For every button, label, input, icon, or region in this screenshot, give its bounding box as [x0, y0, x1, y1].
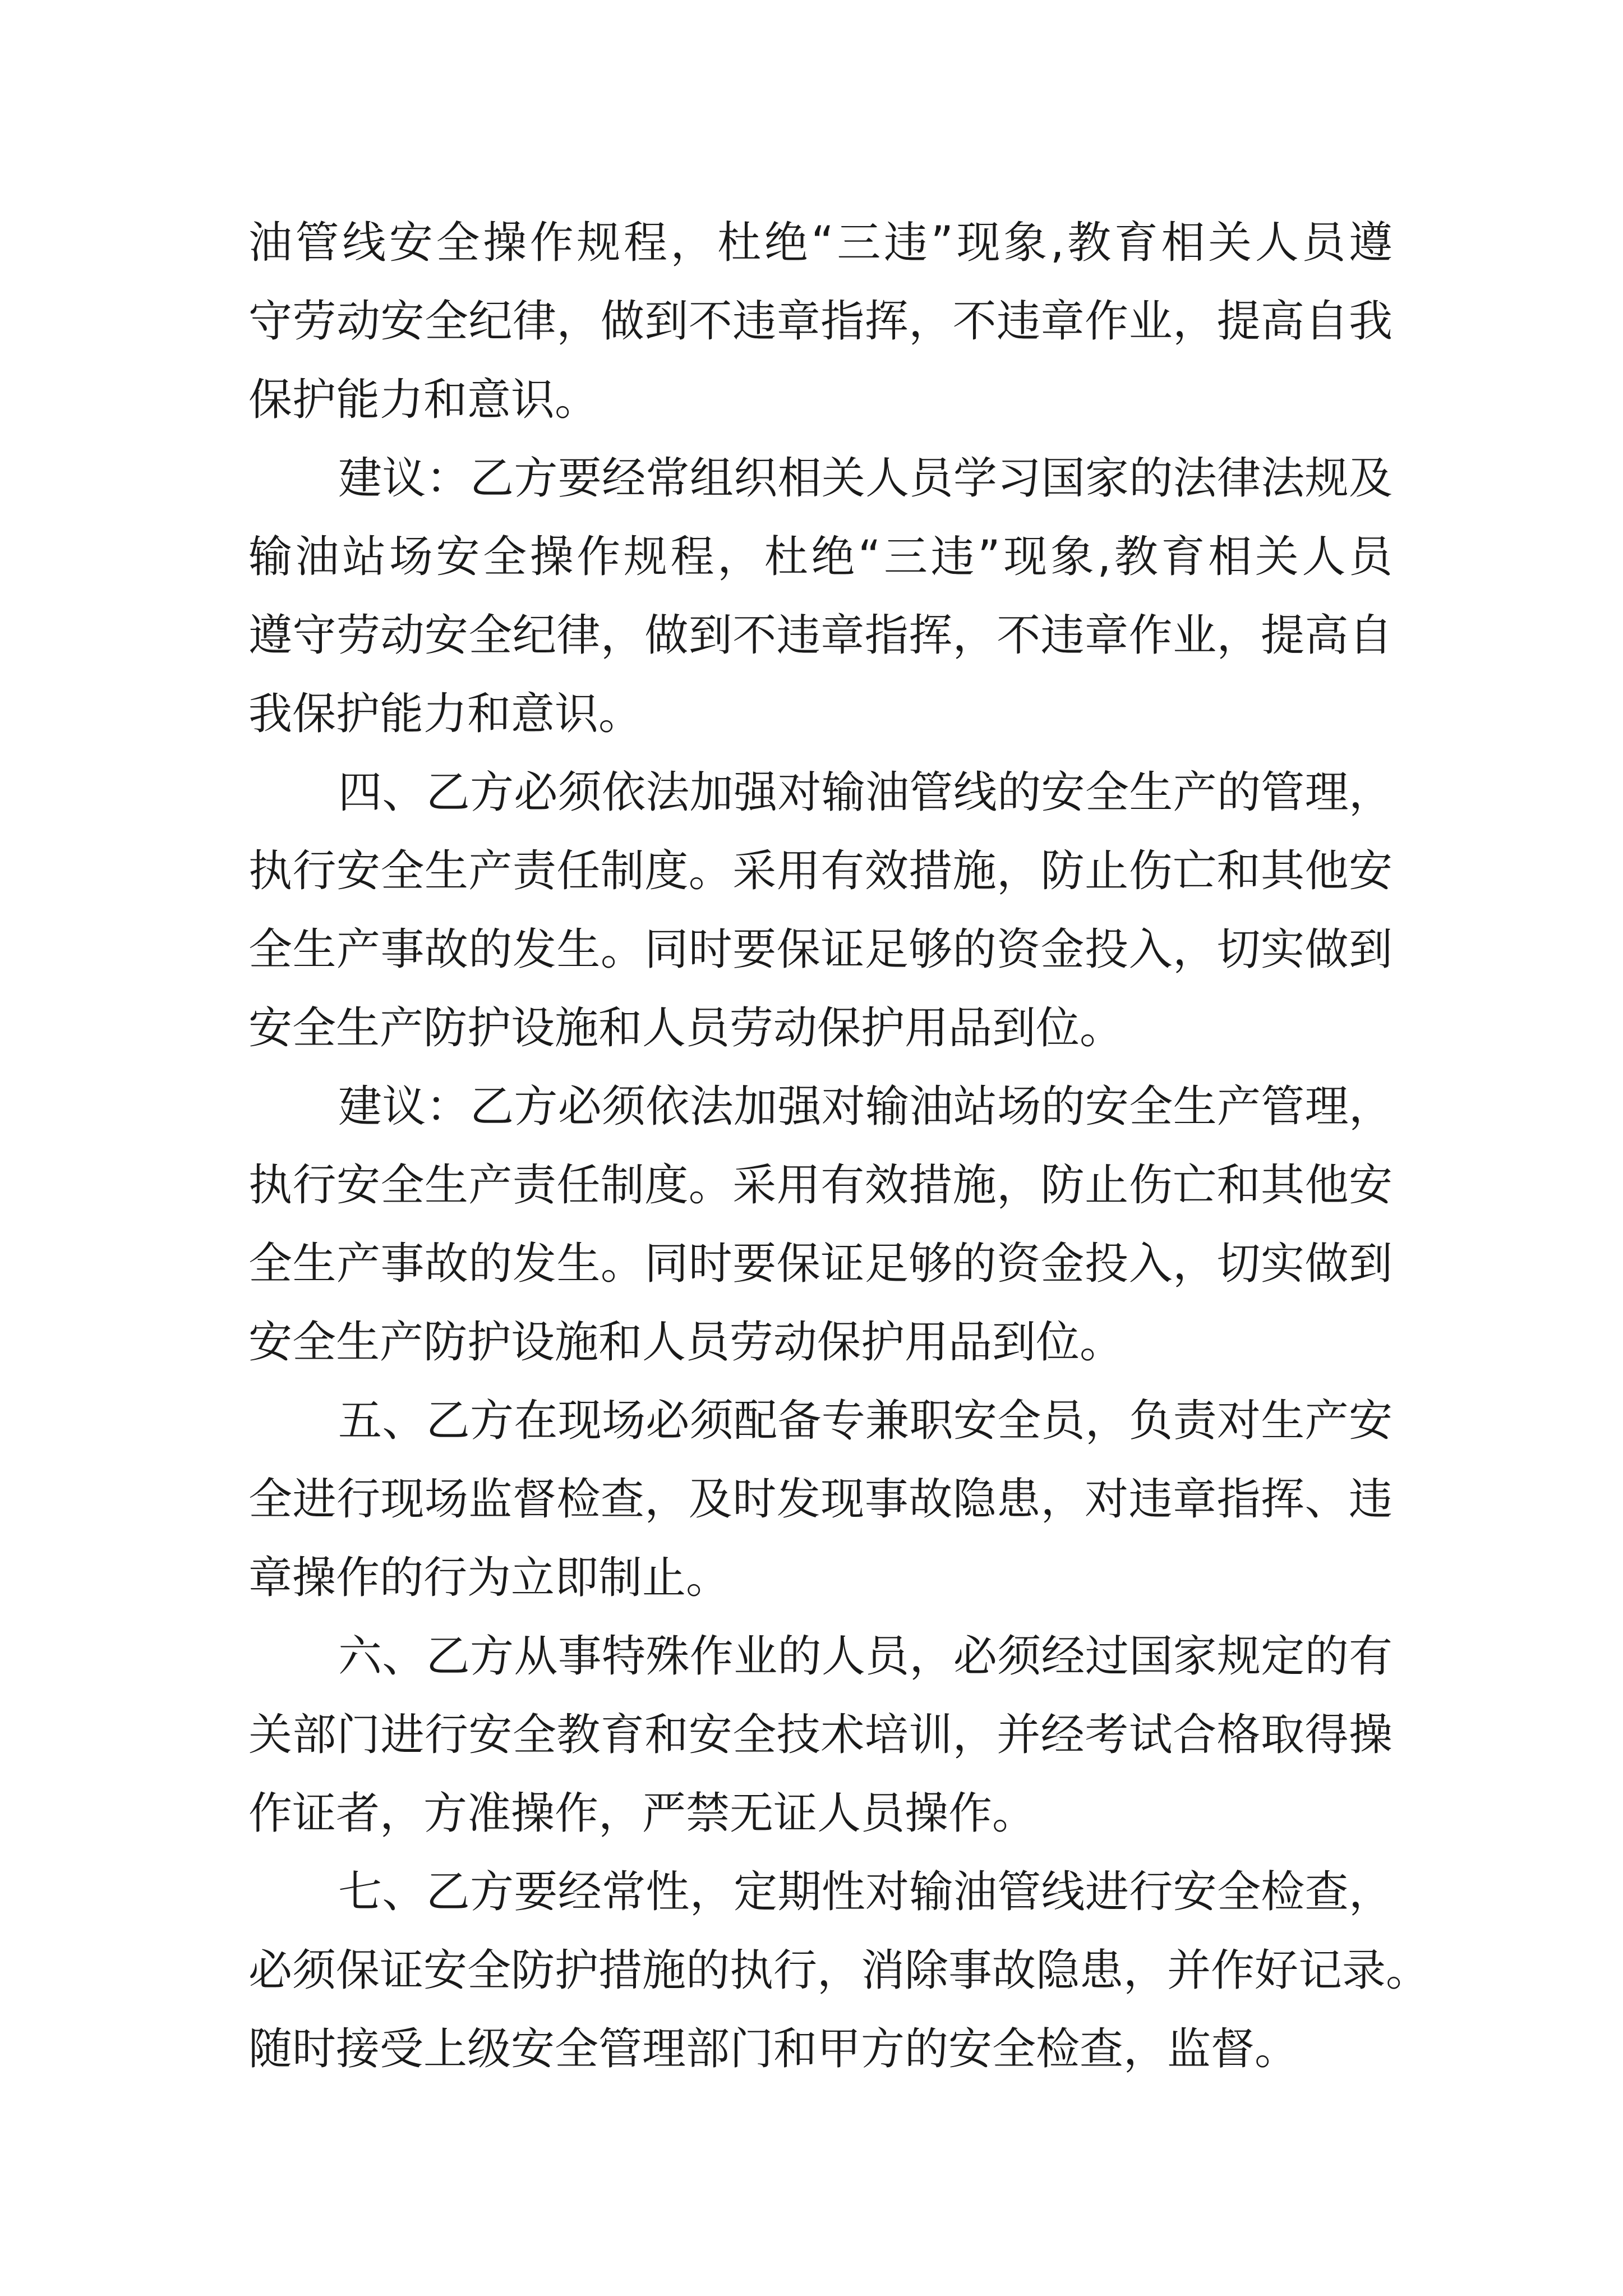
paragraph-line: 安全生产防护设施和人员劳动保护用品到位。 — [248, 1003, 1124, 1053]
paragraph-line: 四、乙方必须依法加强对输油管线的安全生产的管理， — [338, 767, 1393, 818]
paragraph-line: 建议：乙方要经常组织相关人员学习国家的法律法规及 — [338, 453, 1393, 504]
paragraph-line: 七、乙方要经常性，定期性对输油管线进行安全检查， — [338, 1867, 1393, 1917]
paragraph-line: 全生产事故的发生。同时要保证足够的资金投入，切实做到 — [248, 1239, 1393, 1289]
paragraph-line: 随时接受上级安全管理部门和甲方的安全检查，监督。 — [248, 2024, 1299, 2074]
paragraph-line: 执行安全生产责任制度。采用有效措施，防止伤亡和其他安 — [248, 846, 1393, 896]
paragraph-line: 全生产事故的发生。同时要保证足够的资金投入，切实做到 — [248, 924, 1393, 975]
paragraph-line: 执行安全生产责任制度。采用有效措施，防止伤亡和其他安 — [248, 1160, 1393, 1211]
paragraph-line: 遵守劳动安全纪律，做到不违章指挥，不违章作业，提高自 — [248, 610, 1393, 661]
paragraph-line: 建议：乙方必须依法加强对输油站场的安全生产管理， — [338, 1082, 1393, 1132]
paragraph-line: 五、乙方在现场必须配备专兼职安全员，负责对生产安 — [338, 1396, 1393, 1446]
paragraph-line: 守劳动安全纪律，做到不违章指挥，不违章作业，提高自我 — [248, 296, 1393, 347]
paragraph-line: 安全生产防护设施和人员劳动保护用品到位。 — [248, 1317, 1124, 1368]
paragraph-line: 关部门进行安全教育和安全技术培训，并经考试合格取得操 — [248, 1710, 1393, 1760]
paragraph-line: 保护能力和意识。 — [248, 375, 599, 425]
paragraph-line: 输油站场安全操作规程，杜绝“三违”现象,教育相关人员 — [248, 532, 1393, 582]
paragraph-line: 全进行现场监督检查，及时发现事故隐患，对违章指挥、违 — [248, 1474, 1393, 1525]
paragraph-line: 我保护能力和意识。 — [248, 689, 643, 739]
paragraph-line: 六、乙方从事特殊作业的人员，必须经过国家规定的有 — [338, 1631, 1393, 1682]
paragraph-line: 必须保证安全防护措施的执行，消除事故隐患，并作好记录。 — [248, 1945, 1430, 1996]
paragraph-line: 油管线安全操作规程，杜绝“三违”现象,教育相关人员遵 — [248, 218, 1393, 268]
paragraph-line: 章操作的行为立即制止。 — [248, 1553, 730, 1603]
paragraph-line: 作证者，方准操作，严禁无证人员操作。 — [248, 1788, 1036, 1839]
